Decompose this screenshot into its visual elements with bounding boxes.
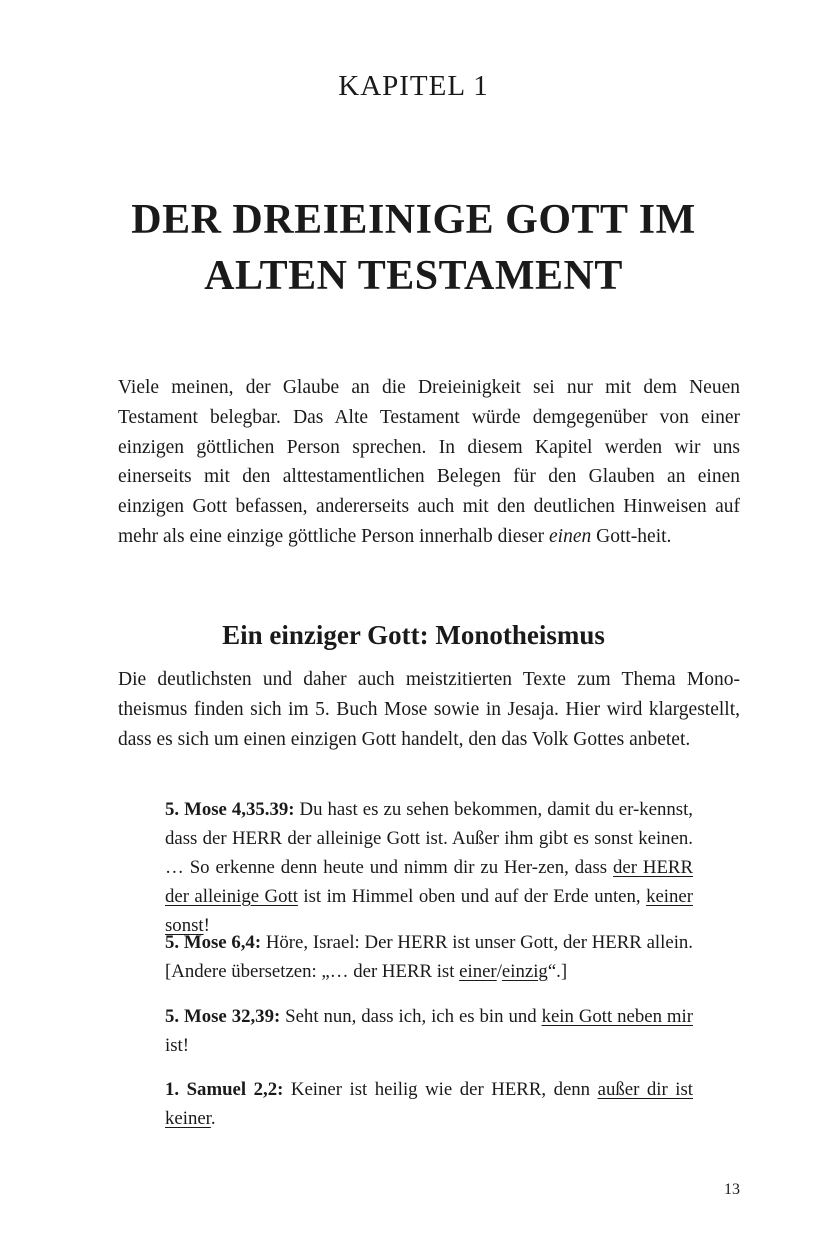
quote-underlined: einzig — [501, 961, 548, 982]
quote-reference: 1. Samuel 2,2: — [165, 1079, 284, 1100]
quote-reference: 5. Mose 32,39: — [165, 1006, 281, 1027]
bible-quote — [165, 1002, 693, 1060]
quote-reference: 5. Mose 4,35.39: — [165, 799, 295, 820]
quote-text: ist im Himmel oben und auf der Erde unten, — [297, 886, 647, 907]
quote-underlined: der HERR der alleinige Gott — [165, 857, 693, 907]
quote-text: ist! — [165, 1035, 189, 1056]
section-intro-paragraph: Die deutlichsten und daher auch meistzitierten Texte zum Thema Mono-theismus finden sich im 5. Buch Mose sowie in Jesaja. Hier wird klargestellt, dass es sich um einen einzigen Gott handelt, den das Volk Gottes anbetet. — [118, 669, 740, 750]
quote-text: Seht nun, dass ich, ich es bin und — [280, 1006, 542, 1027]
intro-emphasis: einen — [549, 525, 592, 547]
quote-text: Höre, Israel: Der HERR ist unser Gott, der HERR allein. [Andere übersetzen: „… der HERR ist — [165, 932, 693, 982]
quote-reference: 5. Mose 6,4: — [165, 932, 262, 953]
intro-text: Viele meinen, der Glaube an die Dreieinigkeit sei nur mit dem Neuen Testament belegbar. Das Alte Testament würde demgegenüber von einer einzigen göttlichen Person sprechen. In diesem Kapitel werden wir uns einerseits mit den alttestamentlichen Belegen für den Glauben an einen einzigen Gott befassen, andererseits auch mit den deutlichen Hinweisen auf mehr als eine einzige göttliche Person innerhalb dieser — [118, 377, 740, 547]
title-line-2: ALTEN TESTAMENT — [204, 253, 623, 299]
quote-text: Du hast es zu sehen bekommen, damit du er-kennst, dass der HERR der alleinige Gott ist. Außer ihm gibt es sonst keinen. … So erkenne denn heute und nimm dir zu Her-zen, dass — [165, 799, 694, 878]
quote-underlined: außer dir ist keiner — [165, 1079, 693, 1129]
quote-underlined: kein Gott neben mir — [541, 1006, 693, 1027]
quote-text: Keiner ist heilig wie der HERR, denn — [283, 1079, 598, 1100]
quote-text: ! — [203, 915, 210, 936]
chapter-label: KAPITEL 1 — [338, 70, 489, 102]
quote-underlined: keiner sonst — [165, 886, 693, 936]
intro-text-end: Gott-heit. — [591, 525, 672, 547]
chapter-title — [80, 192, 747, 304]
page-number: 13 — [724, 1181, 740, 1198]
bible-quote — [165, 795, 693, 940]
title-line-1: DER DREIEINIGE GOTT IM — [131, 197, 696, 243]
intro-paragraph — [118, 373, 740, 552]
quote-underlined: einer — [459, 961, 497, 982]
bible-quote — [165, 928, 693, 986]
quote-text: / — [496, 961, 502, 982]
section-heading: Ein einziger Gott: Monotheismus — [222, 620, 605, 650]
quote-text: . — [210, 1108, 216, 1129]
bible-quote — [165, 1075, 693, 1133]
quote-text: “.] — [547, 961, 568, 982]
